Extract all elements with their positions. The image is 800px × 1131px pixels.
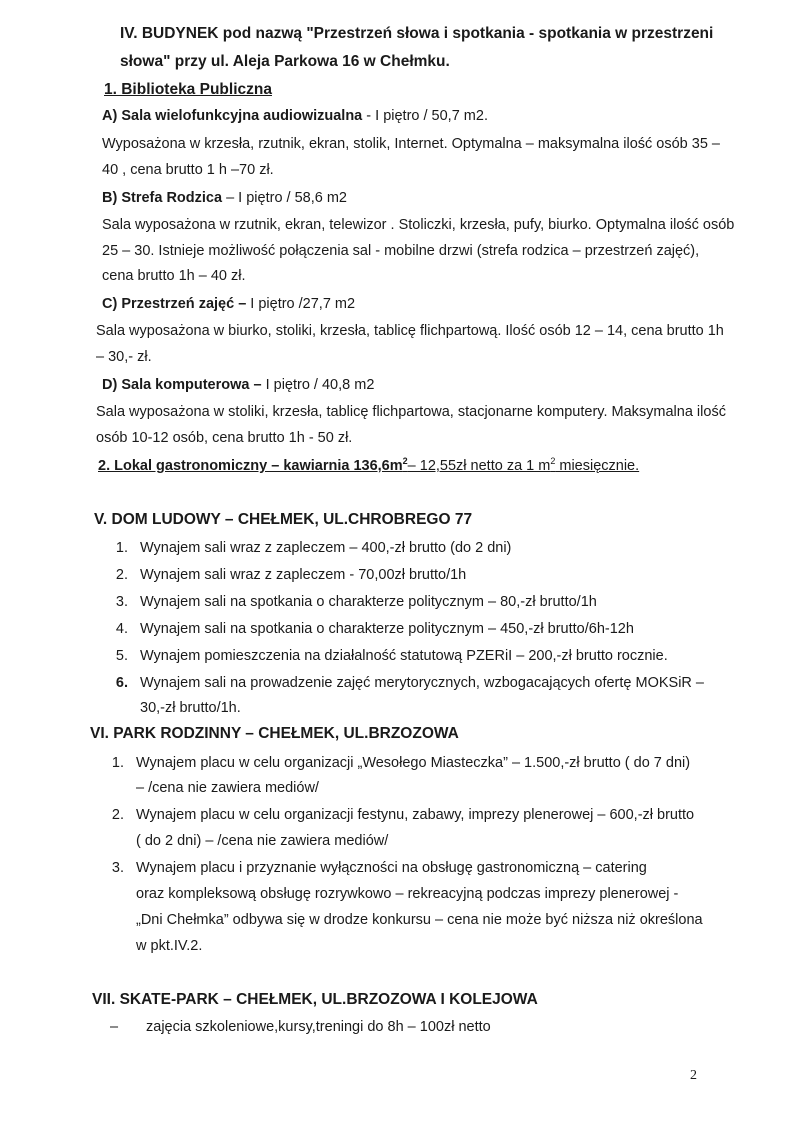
section-iv-heading-line2: słowa" przy ul. Aleja Parkowa 16 w Chełmku. — [120, 53, 450, 70]
list-number: 5. — [115, 648, 128, 664]
list-dash: – — [110, 1019, 119, 1035]
gastro-sup: 2 — [402, 456, 408, 467]
room-a-title-line — [102, 106, 488, 126]
section-vii-heading: VII. SKATE-PARK – CHEŁMEK, UL.BRZOZOWA I KOLEJOWA — [92, 991, 538, 1008]
list-number: 1. — [111, 755, 124, 771]
room-d-desc-2: osób 10-12 osób, cena brutto 1h - 50 zł. — [96, 430, 353, 446]
gastro-title: 2. Lokal gastronomiczny – kawiarnia 136,6m — [98, 458, 403, 474]
page-number: 2 — [690, 1068, 697, 1083]
gastro-price: – 12,55zł netto za 1 m — [407, 458, 551, 474]
section-v-heading: V. DOM LUDOWY – CHEŁMEK, UL.CHROBREGO 77 — [94, 511, 473, 528]
room-d-desc-1: Sala wyposażona w stoliki, krzesła, tablicę flichpartowa, stacjonarne komputery. Maksymalna ilość — [96, 404, 726, 420]
list-item: Wynajem pomieszczenia na działalność statutową PZERiI – 200,-zł brutto rocznie. — [140, 648, 668, 664]
list-item-continuation: „Dni Chełmka” odbywa się w drodze konkursu – cena nie może być niższa niż określona — [136, 912, 703, 928]
list-item: Wynajem sali na spotkania o charakterze politycznym – 450,-zł brutto/6h-12h — [140, 621, 634, 637]
list-item: Wynajem sali wraz z zapleczem - 70,00zł brutto/1h — [140, 567, 467, 583]
room-c-title-line — [102, 294, 355, 314]
list-item-continuation: – /cena nie zawiera mediów/ — [136, 780, 319, 796]
room-b-title: B) Strefa Rodzica — [102, 190, 223, 206]
list-number: 2. — [111, 807, 124, 823]
list-item: Wynajem sali na spotkania o charakterze politycznym – 80,-zł brutto/1h — [140, 594, 597, 610]
section-iv-heading-line1: IV. BUDYNEK pod nazwą "Przestrzeń słowa i spotkania - spotkania w przestrzeni — [120, 25, 714, 42]
room-d-title-line — [102, 375, 374, 395]
list-item: zajęcia szkoleniowe,kursy,treningi do 8h – 100zł netto — [146, 1019, 491, 1035]
room-b-title-line — [102, 188, 347, 208]
room-d-title: D) Sala komputerowa – — [102, 377, 262, 393]
list-item-continuation: 30,-zł brutto/1h. — [140, 700, 241, 716]
room-b-desc-1: Sala wyposażona w rzutnik, ekran, telewizor . Stoliczki, krzesła, pufy, biurko. Optymalna ilość osób — [102, 217, 735, 233]
gastro-sup2: 2 — [550, 456, 556, 467]
room-c-meta: I piętro /27,7 m2 — [246, 296, 356, 312]
gastro-line — [98, 456, 639, 476]
room-a-desc-1: Wyposażona w krzesła, rzutnik, ekran, stolik, Internet. Optymalna – maksymalna ilość osób 35 – — [102, 136, 720, 152]
list-number: 3. — [111, 860, 124, 876]
list-item: Wynajem placu w celu organizacji festynu, zabawy, imprezy plenerowej – 600,-zł brutto — [136, 807, 695, 823]
room-b-meta: – I piętro / 58,6 m2 — [222, 190, 347, 206]
list-item: Wynajem sali wraz z zapleczem – 400,-zł brutto (do 2 dni) — [140, 540, 512, 556]
room-a-desc-2: 40 , cena brutto 1 h –70 zł. — [102, 162, 274, 178]
library-heading: 1. Biblioteka Publiczna — [104, 81, 272, 98]
list-item: Wynajem placu w celu organizacji „Wesołego Miasteczka” – 1.500,-zł brutto ( do 7 dni) — [136, 755, 691, 771]
list-item-continuation: ( do 2 dni) – /cena nie zawiera mediów/ — [136, 833, 389, 849]
room-b-desc-3: cena brutto 1h – 40 zł. — [102, 268, 246, 284]
list-number: 6. — [115, 675, 128, 691]
room-a-title: A) Sala wielofunkcyjna audiowizualna — [102, 108, 363, 124]
section-vi-heading: VI. PARK RODZINNY – CHEŁMEK, UL.BRZOZOWA — [90, 725, 459, 742]
room-b-desc-2: 25 – 30. Istnieje możliwość połączenia sal - mobilne drzwi (strefa rodzica – przestrzeń zajęć), — [102, 243, 700, 259]
list-item: Wynajem sali na prowadzenie zajęć merytorycznych, wzbogacających ofertę MOKSiR – — [140, 675, 704, 691]
list-number: 4. — [115, 621, 128, 637]
list-number: 3. — [115, 594, 128, 610]
list-number: 2. — [115, 567, 128, 583]
room-c-title: C) Przestrzeń zajęć – — [102, 296, 247, 312]
list-item-continuation: oraz kompleksową obsługę rozrywkowo – rekreacyjną podczas imprezy plenerowej - — [136, 886, 679, 902]
room-c-desc-1: Sala wyposażona w biurko, stoliki, krzesła, tablicę flichpartową. Ilość osób 12 – 14, cena brutto 1h — [96, 323, 724, 339]
room-a-meta: - I piętro / 50,7 m2. — [362, 108, 488, 124]
room-d-meta: I piętro / 40,8 m2 — [261, 377, 375, 393]
list-item-continuation: w pkt.IV.2. — [136, 938, 203, 954]
list-item: Wynajem placu i przyznanie wyłączności na obsługę gastronomiczną – catering — [136, 860, 647, 876]
room-c-desc-2: – 30,- zł. — [96, 349, 152, 365]
list-number: 1. — [115, 540, 128, 556]
gastro-end: miesięcznie. — [555, 458, 640, 474]
